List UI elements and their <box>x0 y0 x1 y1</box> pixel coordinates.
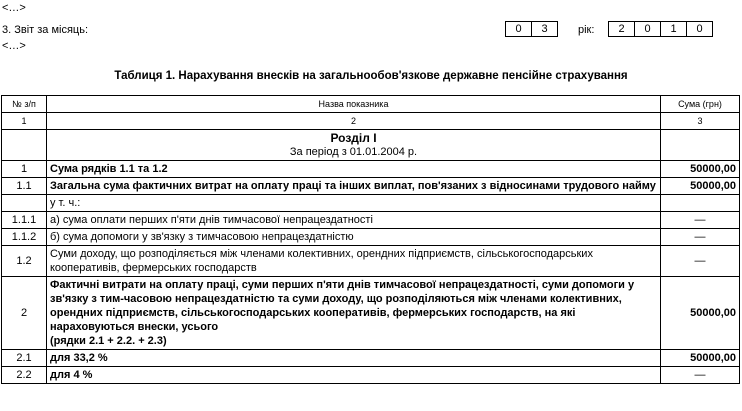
row-name: б) сума допомоги у зв'язку з тимчасовою непрацездатністю <box>47 229 661 246</box>
row-name: для 33,2 % <box>47 350 661 367</box>
section-row <box>2 130 740 161</box>
section-subtitle: За період з 01.01.2004 р. <box>289 146 418 158</box>
row-value: 50000,00 <box>661 178 740 195</box>
row-name-formula: (рядки 2.1 + 2.2. + 2.3) <box>50 335 167 347</box>
table-row <box>2 350 740 367</box>
column-number-row <box>2 113 740 130</box>
row-value <box>661 195 740 212</box>
row-name: для 4 % <box>47 367 661 384</box>
row-number: 1.1.2 <box>2 229 47 246</box>
row-number: 1.2 <box>2 246 47 277</box>
header-indicator-name: Назва показника <box>47 96 661 113</box>
row-number: 2.2 <box>2 367 47 384</box>
header-number: № з/п <box>2 96 47 113</box>
row-name-cell <box>47 277 661 350</box>
table-row <box>2 212 740 229</box>
year-digit: 0 <box>686 21 713 37</box>
row-name: Фактичні витрати на оплату праці, суми перших п'яти днів тимчасової непрацездатності, суми допомоги у зв'язку з тим-часовою непрацездатністю та суми доходу, що розподіляються між членами колективних, орендних підприємств, сільськогосподарських кооперативів, фермерських господарств, на які нараховуються внески, усього <box>50 279 635 333</box>
row-number: 1.1.1 <box>2 212 47 229</box>
ellipsis-top: <…> <box>2 2 26 14</box>
table-title: Таблиця 1. Нарахування внесків на загальнообов'язкове державне пенсійне страхування <box>114 70 628 82</box>
month-digit: 0 <box>505 21 532 37</box>
row-name: Суми доходу, що розподіляється між членами колективних, орендних підприємств, сільськогосподарських кооперативів, фермерських господарств <box>47 246 661 277</box>
row-value: — <box>661 212 740 229</box>
year-digit-boxes <box>608 21 713 37</box>
row-number: 2.1 <box>2 350 47 367</box>
year-label: рік: <box>578 24 595 36</box>
table-row <box>2 178 740 195</box>
row-value: — <box>661 246 740 277</box>
table-row <box>2 161 740 178</box>
row-name: у т. ч.: <box>47 195 661 212</box>
year-digit: 1 <box>660 21 687 37</box>
row-number: 2 <box>2 277 47 350</box>
row-number: 1 <box>2 161 47 178</box>
column-number: 3 <box>661 113 740 130</box>
section-title: Розділ І <box>330 131 377 145</box>
table-row <box>2 229 740 246</box>
year-digit: 2 <box>608 21 635 37</box>
row-name: Загальна сума фактичних витрат на оплату праці та інших виплат, пов'язаних з відносинами трудового найму <box>47 178 661 195</box>
column-number: 2 <box>47 113 661 130</box>
row-name: Сума рядків 1.1 та 1.2 <box>47 161 661 178</box>
month-digit: 3 <box>531 21 558 37</box>
table-header-row <box>2 96 740 113</box>
ellipsis-bottom: <…> <box>2 40 26 52</box>
pension-contributions-table <box>1 95 740 384</box>
table-row <box>2 246 740 277</box>
year-digit: 0 <box>634 21 661 37</box>
row-number: 1.1 <box>2 178 47 195</box>
row-value: 50000,00 <box>661 350 740 367</box>
section-header <box>47 130 661 161</box>
row-value: — <box>661 367 740 384</box>
table-row <box>2 367 740 384</box>
header-amount: Сума (грн) <box>661 96 740 113</box>
row-name: а) сума оплати перших п'яти днів тимчасової непрацездатності <box>47 212 661 229</box>
row-value: 50000,00 <box>661 161 740 178</box>
row-number <box>2 195 47 212</box>
table-row <box>2 277 740 350</box>
table-row <box>2 195 740 212</box>
column-number: 1 <box>2 113 47 130</box>
row-value: 50000,00 <box>661 277 740 350</box>
month-digit-boxes <box>505 21 558 37</box>
row-value: — <box>661 229 740 246</box>
report-month-label: 3. Звіт за місяць: <box>2 24 89 36</box>
